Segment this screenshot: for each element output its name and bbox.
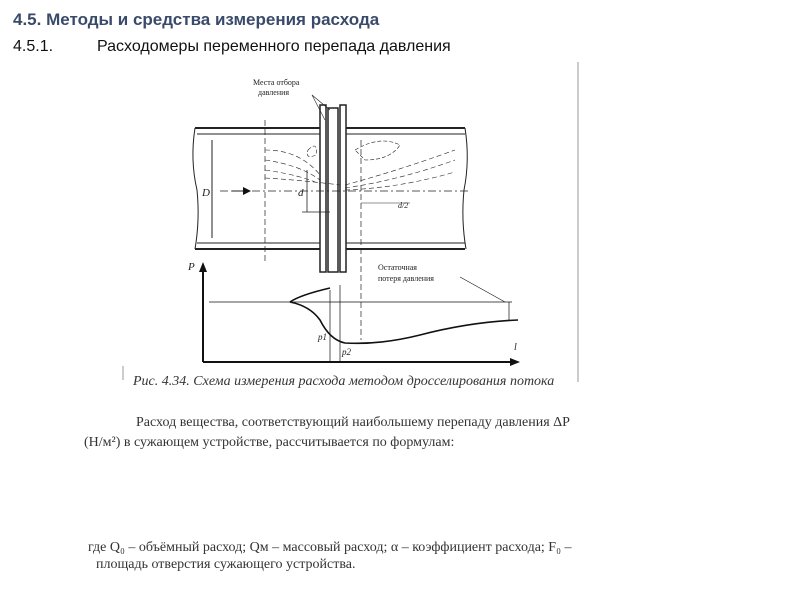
loss-label-2: потеря давления (378, 274, 434, 283)
pipe (193, 95, 470, 340)
subtitle-number: 4.5.1. (13, 38, 54, 55)
taps-label: Места отбора (253, 78, 300, 87)
paragraph-2-line-2: площадь отверстия сужающего устройства. (96, 557, 356, 572)
label-P: P (188, 261, 195, 273)
label-l: l (514, 342, 517, 353)
taps-label-2: давления (258, 88, 290, 97)
paragraph-1-line-1: Расход вещества, соответствующий наибольшему перепаду давления ΔP (136, 415, 570, 430)
pressure-graph (203, 270, 518, 362)
paragraph-1-line-2: (Н/м²) в сужающем устройстве, рассчитывается по формулам: (84, 435, 455, 450)
label-p2: p2 (342, 347, 351, 357)
subtitle: Расходомеры переменного перепада давления (97, 38, 451, 55)
label-d: d (298, 187, 304, 199)
loss-label: Остаточная (378, 263, 417, 272)
paragraph-2-line-1: где Q₀ – объёмный расход; Qм – массовый расход; α – коэффициент расхода; F₀ – (88, 540, 572, 555)
figure-caption: Рис. 4.34. Схема измерения расхода методом дросселирования потока (133, 374, 555, 389)
label-d-half: d/2 (398, 201, 409, 210)
label-D: D (202, 187, 210, 199)
slide-title: 4.5. Методы и средства измерения расхода (13, 10, 380, 29)
label-p1: p1 (318, 332, 327, 342)
